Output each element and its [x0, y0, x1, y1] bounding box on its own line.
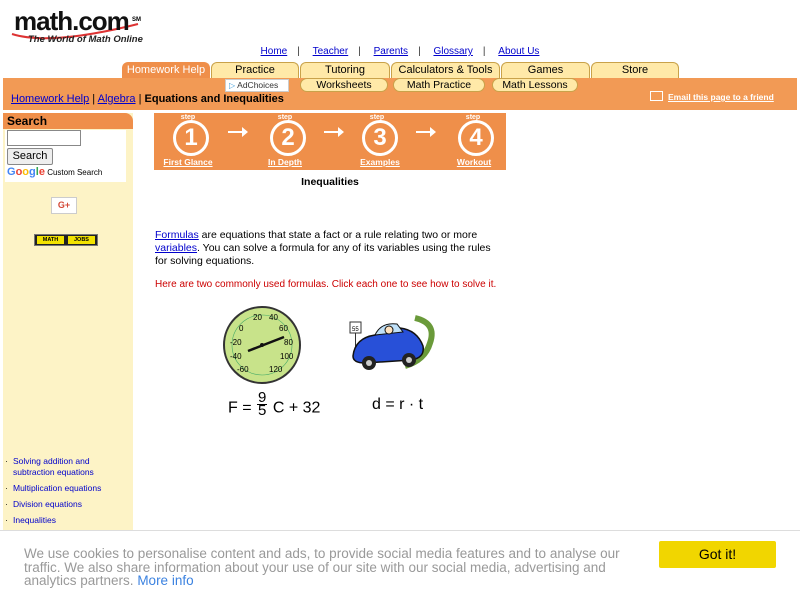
step-label-2: step [277, 114, 293, 121]
step-label-1: step [180, 114, 196, 121]
search-heading: Search [3, 113, 133, 129]
cookie-more-info-link[interactable]: More info [137, 573, 194, 588]
cookie-text: We use cookies to personalise content and ads, to provide social media features and to analyse our traffic. We also share information about your use of our site with our social media, advertising and analytics partners. More info [24, 546, 620, 588]
sidebar-link-multiplication[interactable]: Multiplication equations [13, 483, 102, 493]
link-glossary[interactable]: Glossary [433, 46, 473, 57]
step-link-workout: Workout [456, 157, 492, 167]
subtab-math-practice[interactable]: Math Practice [393, 78, 485, 92]
breadcrumb: Homework Help | Algebra | Equations and Inequalities [11, 93, 284, 105]
dial-tick: -40 [230, 352, 242, 361]
speed-sign-text: 55 [352, 327, 359, 333]
mathjobs-right: JOBS [68, 236, 95, 244]
cookie-accept-button[interactable]: Got it! [659, 541, 776, 568]
step-3-circle[interactable]: 3 [362, 120, 398, 156]
formulas-link[interactable]: Formulas [155, 229, 199, 241]
page-title: Inequalities [301, 176, 359, 188]
sidebar-link-division[interactable]: Division equations [13, 499, 82, 509]
dial-tick: 60 [279, 324, 288, 333]
tab-tutoring[interactable]: Tutoring [300, 62, 390, 78]
dial-tick: 0 [239, 324, 244, 333]
step-label-4: step [465, 114, 481, 121]
formulas-prompt: Here are two commonly used formulas. Click each one to see how to solve it. [155, 279, 497, 290]
thermometer-dial-image[interactable] [222, 305, 302, 385]
step-link-first-glance: First Glance [163, 157, 213, 167]
dial-tick: 40 [269, 313, 278, 322]
mathjobs-left: MATH [37, 236, 64, 244]
dial-tick: 120 [269, 365, 283, 374]
breadcrumb-algebra[interactable]: Algebra [97, 93, 136, 105]
tab-practice[interactable]: Practice [211, 62, 299, 78]
tab-calculators-tools[interactable]: Calculators & Tools [391, 62, 500, 78]
adchoices-icon: ▷ [229, 81, 236, 90]
adchoices-label: AdChoices [237, 80, 279, 90]
sidebar-links [5, 456, 131, 531]
dial-tick: -60 [237, 365, 249, 374]
adchoices-badge[interactable] [225, 79, 289, 92]
link-home[interactable]: Home [260, 46, 288, 57]
dial-tick: -20 [230, 338, 242, 347]
google-plus-button[interactable]: G+ [51, 197, 77, 214]
step-1-circle[interactable]: 1 [173, 120, 209, 156]
link-about-us[interactable]: About Us [498, 46, 540, 57]
email-page[interactable] [650, 92, 774, 103]
logo-tagline: The World of Math Online [28, 34, 143, 45]
breadcrumb-homework-help[interactable]: Homework Help [11, 93, 90, 105]
step-link-in-depth: In Depth [268, 157, 302, 167]
logo-name: math.com [14, 6, 129, 36]
dial-tick: 20 [253, 313, 262, 322]
subtab-worksheets[interactable]: Worksheets [300, 78, 388, 92]
envelope-icon [650, 91, 663, 101]
intro-paragraph: Formulas are equations that state a fact or a rule relating two or more variables. You can solve a formula for any of its variables using the rules for solving equations. [155, 229, 491, 267]
custom-search-label: Custom Search [47, 168, 103, 177]
google-custom-search [7, 166, 102, 178]
sidebar-link-addition-subtraction[interactable]: Solving addition and subtraction equations [13, 456, 94, 477]
search-button[interactable]: Search [7, 148, 53, 165]
step-4-circle[interactable]: 4 [458, 120, 494, 156]
sidebar-item: · Solving addition and subtraction equations [5, 456, 131, 478]
tab-games[interactable]: Games [501, 62, 590, 78]
sidebar-item: · Division equations [5, 499, 82, 509]
logo-sm: SM [132, 17, 141, 23]
speeding-car-image[interactable] [345, 308, 440, 378]
mathjobs-banner[interactable] [34, 234, 98, 246]
tab-store[interactable]: Store [591, 62, 679, 78]
top-links: Home | Teacher | Parents | Glossary | About Us [260, 46, 540, 57]
step-label-3: step [369, 114, 385, 121]
site-logo[interactable] [8, 6, 148, 46]
subtab-math-lessons[interactable]: Math Lessons [492, 78, 578, 92]
sidebar-item: · Multiplication equations [5, 483, 102, 493]
search-input[interactable] [7, 130, 81, 146]
tab-homework-help[interactable]: Homework Help [122, 62, 210, 78]
step-2-circle[interactable]: 2 [270, 120, 306, 156]
dial-tick: 100 [280, 352, 294, 361]
dial-tick: 80 [284, 338, 293, 347]
step-link-examples: Examples [360, 157, 400, 167]
arrow-right-icon [324, 127, 344, 137]
variables-link[interactable]: variables [155, 242, 198, 254]
fraction: $\frac{9}{5}$ [258, 389, 267, 419]
formula-temperature[interactable]: F = $\frac{9}{5}$ C + 32 [228, 389, 321, 419]
email-link[interactable]: Email this page to a friend [668, 92, 774, 102]
breadcrumb-current: Equations and Inequalities [144, 93, 284, 105]
sidebar-item: · Inequalities [5, 515, 57, 525]
formula-distance[interactable]: d = r · t [372, 396, 424, 413]
sidebar-link-inequalities[interactable]: Inequalities [13, 515, 57, 525]
arrow-right-icon [416, 127, 436, 137]
link-parents[interactable]: Parents [373, 46, 409, 57]
link-teacher[interactable]: Teacher [312, 46, 349, 57]
arrow-right-icon [228, 127, 248, 137]
google-logo: Google [7, 166, 45, 178]
